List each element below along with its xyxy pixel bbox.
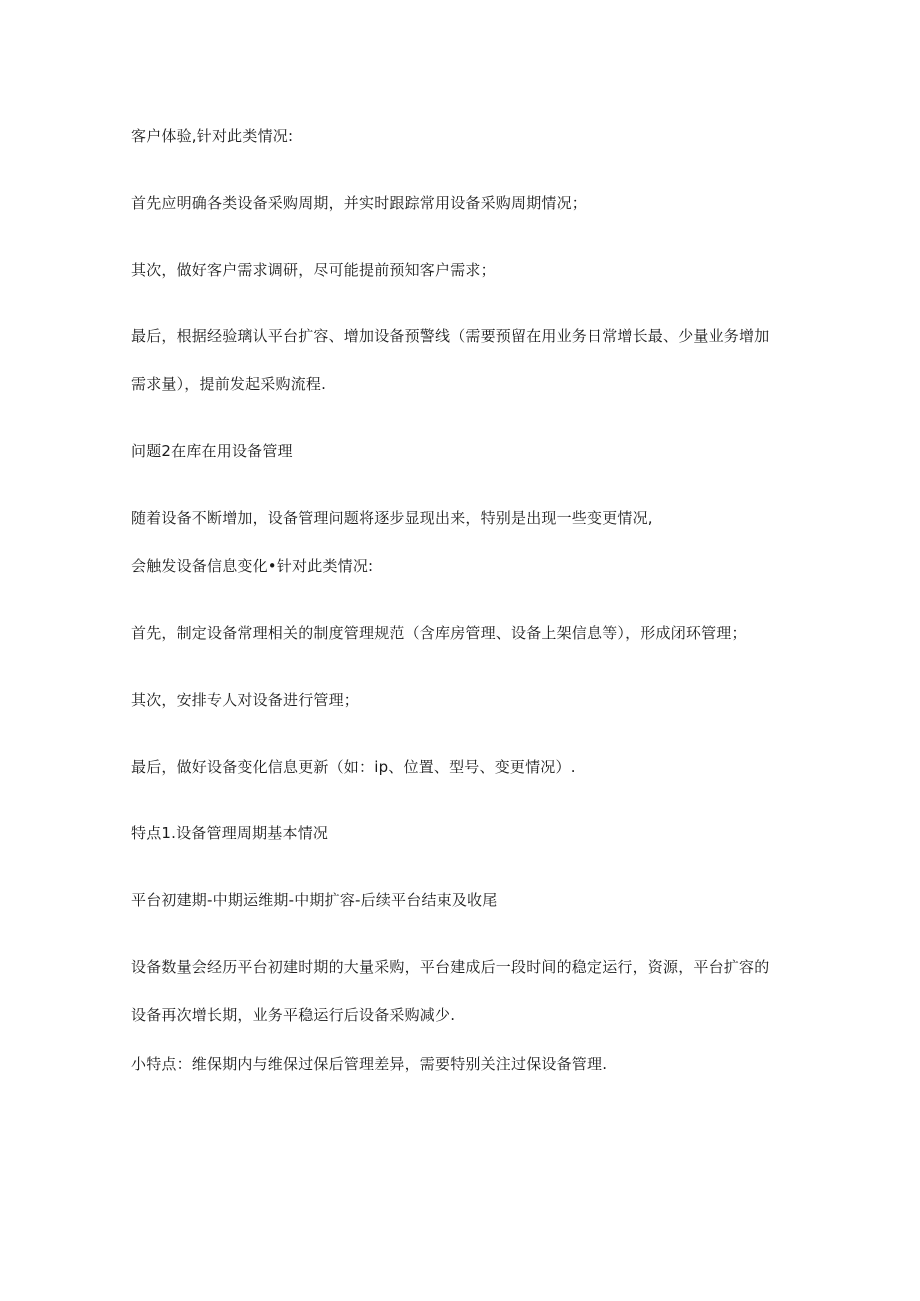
paragraph-line: 首先，制定设备常理相关的制度管理规范（含库房管理、设备上架信息等），形成闭环管理；	[131, 624, 747, 642]
paragraph-line: 随着设备不断增加，设备管理问题将逐步显现出来，特别是出现一些变更情况,	[131, 509, 653, 527]
paragraph-line: 客户体验,针对此类情况:	[131, 127, 294, 145]
paragraph-line: 设备数量会经历平台初建时期的大量采购，平台建成后一段时间的稳定运行，资源，平台扩容的	[131, 958, 770, 976]
paragraph-line: 会触发设备信息变化•针对此类情况:	[131, 557, 374, 575]
paragraph-line: 平台初建期-中期运维期-中期扩容-后续平台结束及收尾	[131, 891, 498, 909]
paragraph-line: 设备再次增长期，业务平稳运行后设备采购减少.	[131, 1006, 456, 1024]
paragraph-line: 首先应明确各类设备采购周期，并实时跟踪常用设备采购周期情况；	[131, 194, 588, 212]
section-heading: 问题2在库在用设备管理	[131, 442, 293, 460]
paragraph-line: 小特点：维保期内与维保过保后管理差异，需要特别关注过保设备管理.	[131, 1055, 608, 1073]
paragraph-line: 其次，安排专人对设备进行管理；	[131, 691, 360, 709]
section-heading: 特点1.设备管理周期基本情况	[131, 824, 329, 842]
paragraph-line: 最后，做好设备变化信息更新（如：ip、位置、型号、变更情况）.	[131, 758, 576, 776]
paragraph-line: 最后，根据经验璃认平台扩容、增加设备预警线（需要预留在用业务日常增长最、少量业务增加	[131, 327, 770, 345]
paragraph-line: 需求量），提前发起采购流程.	[131, 375, 327, 393]
paragraph-line: 其次，做好客户需求调研，尽可能提前预知客户需求；	[131, 261, 496, 279]
